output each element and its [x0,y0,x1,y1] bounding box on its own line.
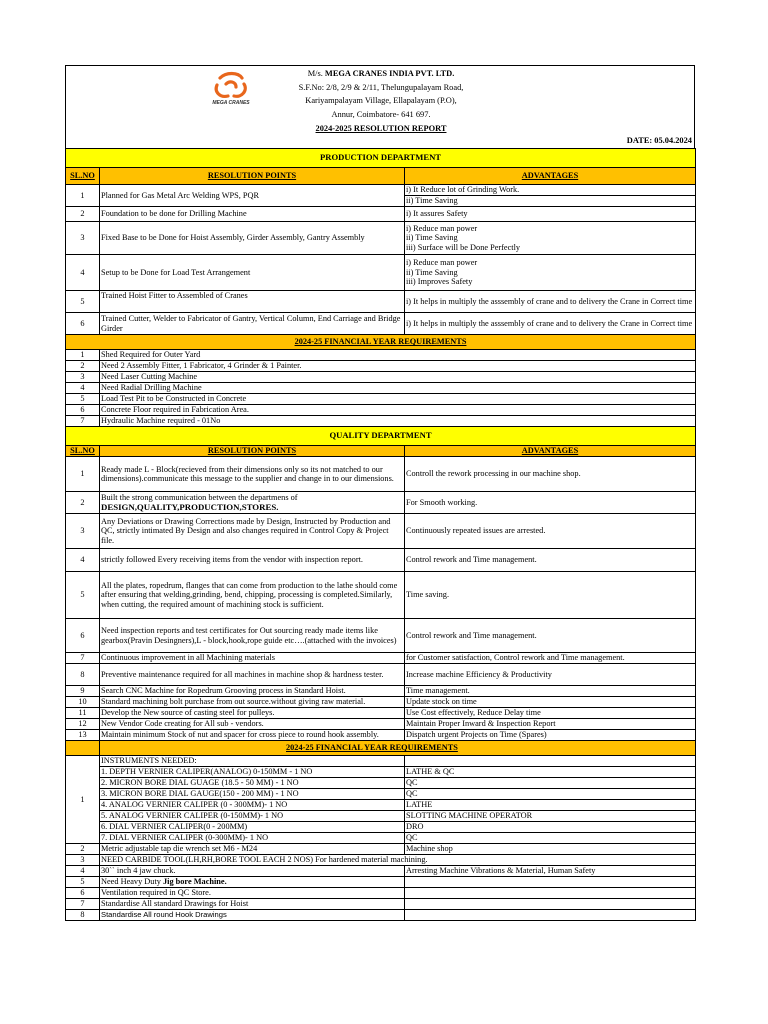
requirement-text: Need 2 Assembly Fitter, 1 Fabricator, 4 Grinder & 1 Painter. [100,361,696,372]
point-departments: DESIGN,QUALITY,PRODUCTION,STORES. [101,501,279,512]
requirement-use: Machine shop [405,844,696,855]
instrument-row [66,800,696,811]
row-number: 6 [66,313,100,335]
table-row [66,619,696,653]
requirement-use [405,888,696,899]
col-points-header: RESOLUTION POINTS [100,168,405,185]
quality-fin-row [66,741,696,756]
instrument-row [66,778,696,789]
advantage: Maintain Proper Inward & Inspection Report [405,719,696,730]
requirement-row [66,394,696,405]
table-row [66,719,696,730]
row-number: 2 [66,492,100,514]
advantage: Increase machine Efficiency & Productivity [405,664,696,686]
table-row [66,313,696,335]
table-row [66,549,696,572]
advantage: i) Reduce man power ii) Time Saving iii) Improves Safety [405,255,696,291]
requirement-text: Load Test Pit to be Constructed in Concrete [100,394,696,405]
advantage: Continuously repeated issues are arrested. [405,514,696,549]
advantage: i) It helps in multiply the asssembly of crane and to delivery the Crane in Correct time [405,313,696,335]
row-number: 5 [66,572,100,619]
row-number: 7 [66,653,100,664]
table-row [66,730,696,741]
row-number: 10 [66,697,100,708]
requirement-row [66,866,696,877]
address-line: Annur, Coimbatore- 641 697. [331,109,431,119]
production-dept-row [66,149,696,168]
row-number: 1 [66,185,100,207]
advantage: for Customer satisfaction, Control rework and Time management. [405,653,696,664]
point-text: Built the strong communication between the departmens of [101,493,298,503]
requirement-row [66,910,696,921]
row-number: 9 [66,686,100,697]
instrument-item: 3. MICRON BORE DIAL GAUGE(150 - 200 MM) - 1 NO [100,789,405,800]
requirement-text: NEED CARBIDE TOOL(LH,RH,BORE TOOL EACH 2 NOS) For hardened material machining. [101,855,428,865]
instrument-use: LATHE [405,800,696,811]
address-line: S.F.No: 2/8, 2/9 & 2/11, Thelungupalayam Road, [298,82,464,92]
resolution-point: New Vendor Code creating for All sub - vendors. [100,719,405,730]
requirement-row [66,888,696,899]
table-row [66,207,696,222]
instrument-use: QC [405,789,696,800]
resolution-point: Foundation to be done for Drilling Machine [100,207,405,222]
requirement-use [405,855,696,866]
requirement-use [405,899,696,910]
row-number: 3 [66,514,100,549]
resolution-table [65,148,696,921]
requirement-text: Standardise All standard Drawings for Hoist [100,899,405,910]
row-number: 6 [66,405,100,416]
instrument-item: 5. ANALOG VERNIER CALIPER (0-150MM)- 1 NO [100,811,405,822]
col-sno-header: SL.NO [66,168,100,185]
advantage: Time management. [405,686,696,697]
requirement-use [405,877,696,888]
table-row [66,185,696,196]
production-header-row [66,168,696,185]
report-title: 2024-2025 RESOLUTION REPORT [315,124,447,133]
requirement-row [66,899,696,910]
resolution-point: Ready made L - Block(recieved from their dimensions only so its not matched to our dimensions).communicate this message to the supplier and change in to our dimensions. [100,457,405,492]
requirement-text: Hydraulic Machine required - 01No [100,416,696,427]
table-row [66,686,696,697]
advantage: Time saving. [405,572,696,619]
row-number: 6 [66,888,100,899]
table-row [66,572,696,619]
advantage: Controll the rework processing in our machine shop. [405,457,696,492]
resolution-point: Need inspection reports and test certificates for Out sourcing ready made items like gearbox(Pravin Desingners),L - block,hook,rope guide etc….(attached with the invoices) [100,619,405,653]
row-number: 3 [66,372,100,383]
quality-header-row [66,446,696,457]
row-number: 8 [66,910,100,921]
col-adv-header: ADVANTAGES [405,168,696,185]
requirement-text: Concrete Floor required in Fabrication Area. [100,405,696,416]
resolution-point: Develop the New source of casting steel for pulleys. [100,708,405,719]
row-number: 6 [66,619,100,653]
requirement-text [100,877,405,888]
advantage: Dispatch urgent Projects on Time (Spares) [405,730,696,741]
instrument-item: 7. DIAL VERNIER CALIPER (0-300MM)- 1 NO [100,833,405,844]
requirement-text: Need Laser Cutting Machine [100,372,696,383]
resolution-point: Preventive maintenance required for all machines in machine shop & hardness tester. [100,664,405,686]
instrument-use: QC [405,778,696,789]
resolution-point [100,492,405,514]
table-row [66,255,696,291]
requirement-text: Metric adjustable tap die wrench set M6 - M24 [100,844,405,855]
resolution-point: Maintain minimum Stock of nut and spacer for cross piece to round hook assembly. [100,730,405,741]
row-number: 7 [66,899,100,910]
advantage: i) It assures Safety [405,207,696,222]
advantage: For Smooth working. [405,492,696,514]
requirement-row [66,855,696,866]
row-number: 12 [66,719,100,730]
advantage: Update stock on time [405,697,696,708]
requirement-row [66,877,696,888]
resolution-point: Trained Cutter, Welder to Fabricator of Gantry, Vertical Column, End Carriage and Bridge Girder [100,313,405,335]
table-row [66,514,696,549]
company-name: MEGA CRANES INDIA PVT. LTD. [324,69,455,78]
resolution-point: Search CNC Machine for Ropedrum Grooving process in Standard Hoist. [100,686,405,697]
requirement-use [405,910,696,921]
resolution-point: Planned for Gas Metal Arc Welding WPS, PQR [100,185,405,207]
col-sno-header: SL.NO [66,446,100,457]
requirement-text-b: Jig bore Machine. [162,877,227,887]
requirement-text-a: Need Heavy Duty [101,877,163,887]
advantage: i) Reduce man power ii) Time Saving iii) Surface will be Done Perfectly [405,222,696,255]
advantage: ii) Time Saving [405,196,696,207]
production-fin-title: 2024-25 FINANCIAL YEAR REQUIREMENTS [66,335,696,350]
requirement-row [66,405,696,416]
col-adv-header: ADVANTAGES [405,446,696,457]
row-number: 1 [66,457,100,492]
instrument-item: 4. ANALOG VERNIER CALIPER (0 - 300MM)- 1 NO [100,800,405,811]
table-row [66,222,696,255]
row-number: 2 [66,207,100,222]
table-row [66,291,696,313]
row-number: 4 [66,549,100,572]
col-points-header: RESOLUTION POINTS [100,446,405,457]
report-header [65,65,695,148]
advantage: Control rework and Time management. [405,549,696,572]
requirement-row [66,361,696,372]
row-number: 2 [66,361,100,372]
advantage: Use Cost effectively, Reduce Delay time [405,708,696,719]
instrument-item: 1. DEPTH VERNIER CALIPER(ANALOG) 0-150MM - 1 NO [100,767,405,778]
row-number: 1 [66,350,100,361]
instrument-row [66,767,696,778]
requirement-text: Ventilation required in QC Store. [100,888,405,899]
requirement-text: Standardise All round Hook Drawings [100,910,405,921]
row-number: 3 [66,222,100,255]
requirement-text: Shed Required for Outer Yard [100,350,696,361]
requirement-use: Arresting Machine Vibrations & Material, Human Safety [405,866,696,877]
requirement-row [66,416,696,427]
instrument-use: DRO [405,822,696,833]
instrument-use: LATHE & QC [405,767,696,778]
row-number: 7 [66,416,100,427]
row-number: 4 [66,866,100,877]
requirement-row [66,844,696,855]
table-row [66,457,696,492]
advantage: i) It helps in multiply the asssembly of crane and to delivery the Crane in Correct time [405,291,696,313]
table-row [66,708,696,719]
report-sheet [65,65,695,921]
requirement-row [66,350,696,361]
table-row [66,653,696,664]
resolution-point: Standard machining bolt purchase from out source.without giving raw material. [100,697,405,708]
row-number: 3 [66,855,100,866]
instrument-row [66,789,696,800]
row-number: 5 [66,877,100,888]
company-address [246,67,516,121]
resolution-point: strictly followed Every receiving items from the vendor with inspection report. [100,549,405,572]
instrument-use: QC [405,833,696,844]
row-number: 8 [66,664,100,686]
requirement-text: 30`` inch 4 jaw chuck. [100,866,405,877]
resolution-point: All the plates, ropedrum, flanges that can come from production to the lathe should come after ensuring that welding,grinding, bend, chipping, processing is completed.Similarly, when cutting, the required amount of machining stock is sufficient. [100,572,405,619]
instruments-title: INSTRUMENTS NEEDED: [100,756,405,767]
advantage: i) It Reduce lot of Grinding Work. [405,185,696,196]
svg-text:MEGA CRANES: MEGA CRANES [212,100,250,106]
table-row [66,492,696,514]
instrument-row [66,833,696,844]
quality-dept-row [66,427,696,446]
resolution-point: Setup to be Done for Load Test Arrangement [100,255,405,291]
row-number: 11 [66,708,100,719]
resolution-point: Trained Hoist Fitter to Assembled of Cranes [100,291,405,313]
instrument-use: SLOTTING MACHINE OPERATOR [405,811,696,822]
row-number: 5 [66,394,100,405]
report-date: DATE: 05.04.2024 [626,136,692,145]
table-row [66,664,696,686]
company-prefix: M/s. [307,69,323,78]
row-number: 1 [66,756,100,844]
resolution-point: Any Deviations or Drawing Corrections made by Design, Instructed by Production and QC, strictly intimated By Design and also changes required in Control Copy & Project file. [100,514,405,549]
requirement-row [66,383,696,394]
production-fin-row [66,335,696,350]
instrument-row [66,756,696,767]
requirement-text: Need Radial Drilling Machine [100,383,696,394]
instrument-row [66,822,696,833]
row-number: 5 [66,291,100,313]
instrument-item: 6. DIAL VERNIER CALIPER(0 - 200MM) [100,822,405,833]
row-number: 4 [66,383,100,394]
requirement-row [66,372,696,383]
instrument-row [66,811,696,822]
quality-fin-title: 2024-25 FINANCIAL YEAR REQUIREMENTS [100,741,696,756]
instrument-item: 2. MICRON BORE DIAL GUAGE (18.5 - 50 MM) - 1 NO [100,778,405,789]
row-number: 4 [66,255,100,291]
quality-dept-title: QUALITY DEPARTMENT [66,427,696,446]
resolution-point: Continuous improvement in all Machining materials [100,653,405,664]
row-number: 2 [66,844,100,855]
address-line: Kariyampalayam Village, Ellapalayam (P.O), [305,96,457,105]
advantage: Control rework and Time management. [405,619,696,653]
resolution-point: Fixed Base to be Done for Hoist Assembly, Girder Assembly, Gantry Assembly [100,222,405,255]
production-dept-title: PRODUCTION DEPARTMENT [66,149,696,168]
table-row [66,697,696,708]
row-number: 13 [66,730,100,741]
